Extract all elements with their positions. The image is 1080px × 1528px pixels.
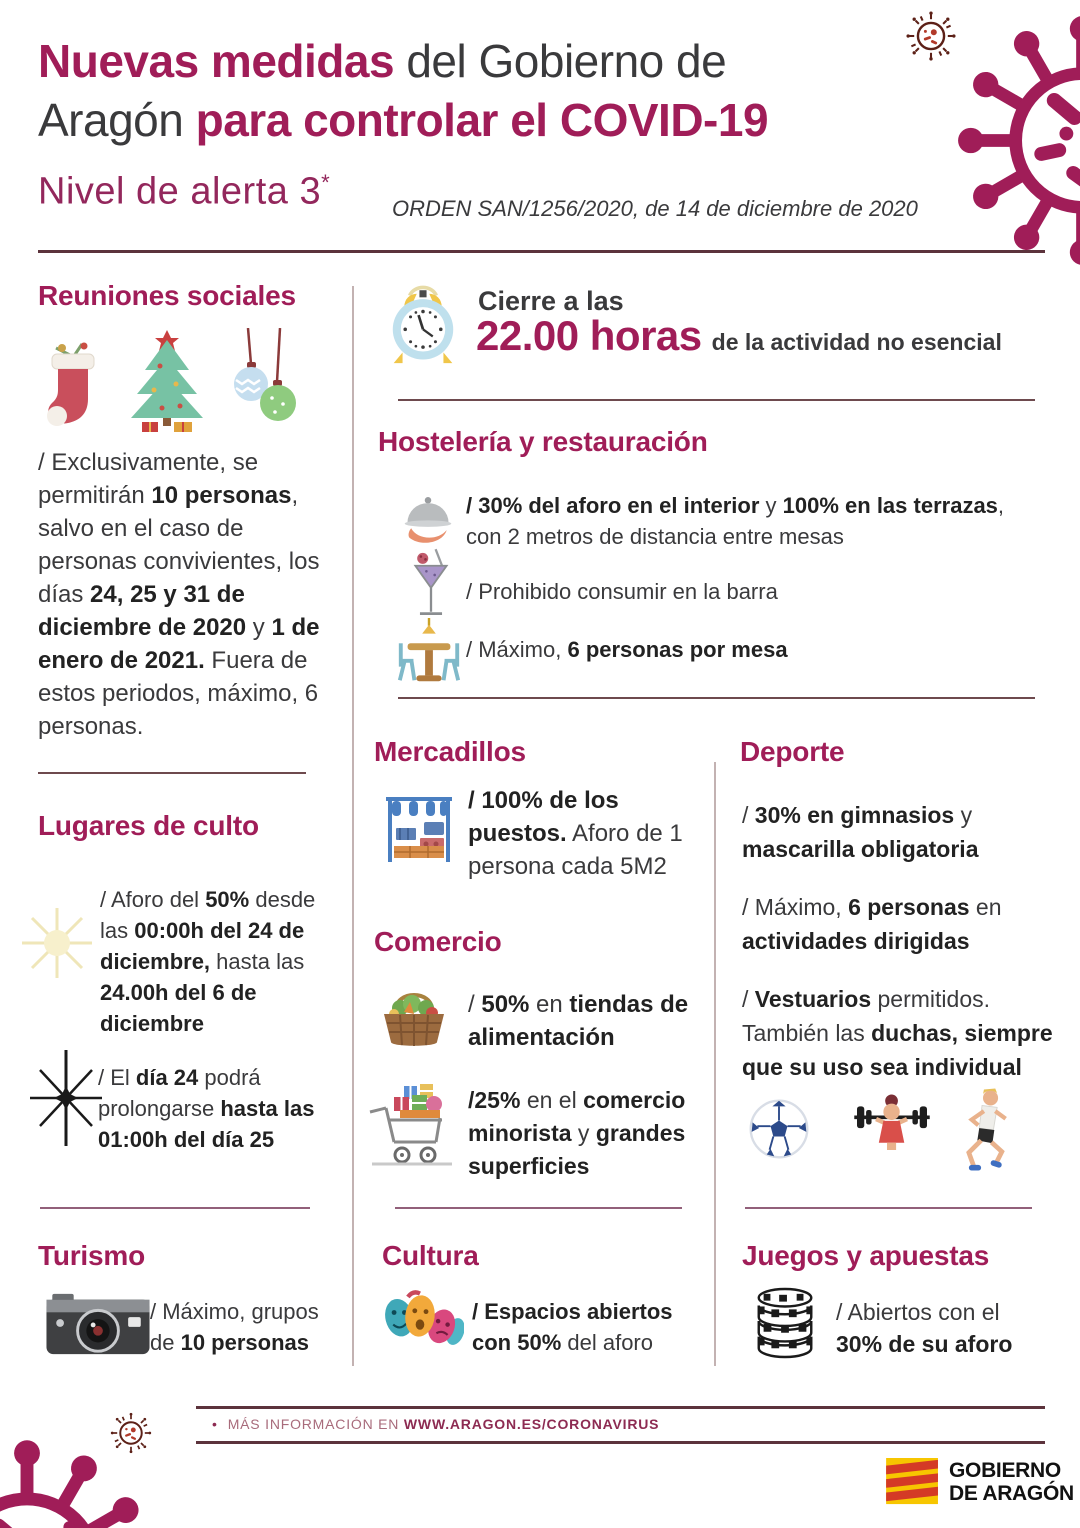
- alarm-clock-icon: [383, 282, 463, 366]
- page-title: [38, 32, 938, 150]
- ornaments-icon: [226, 328, 298, 430]
- christmas-tree-icon: [118, 328, 216, 434]
- logo-line-2: DE ARAGÓN: [949, 1482, 1074, 1505]
- title-start-2: Aragón: [38, 94, 196, 146]
- shopping-cart-icon: [366, 1080, 458, 1172]
- weightlifter-icon: [848, 1090, 936, 1170]
- divider: [398, 697, 1035, 699]
- divider: [196, 1441, 1045, 1444]
- table-chairs-icon: [390, 618, 468, 690]
- logo-line-1: GOBIERNO: [949, 1459, 1061, 1482]
- section-title-mercadillos: Mercadillos: [374, 736, 526, 767]
- turismo-item: / Máximo, grupos de 10 personas: [150, 1299, 319, 1355]
- reuniones-paragraph: / Exclusivamente, se permitirán 10 personas, salvo en el caso de personas convivientes, los días 24, 25 y 31 de diciembre de 2020 y 1 de enero de 2021. Fuera de estos periodos, máximo, 6 personas.: [38, 449, 320, 740]
- section-title-comercio: Comercio: [374, 926, 502, 957]
- star-sparkle-icon: [22, 1048, 110, 1148]
- section-title-culto: Lugares de culto: [38, 810, 259, 841]
- deporte-item-1: / 30% en gimnasios y mascarilla obligatoria: [742, 802, 979, 862]
- cocktail-glass-icon: [408, 546, 454, 626]
- culto-item-2: / El día 24 podrá prolongarse hasta las 01:00h del día 25: [98, 1065, 315, 1152]
- hosteleria-item-3: / Máximo, 6 personas por mesa: [466, 637, 788, 662]
- grocery-basket-icon: [378, 984, 450, 1050]
- juegos-item: / Abiertos con el 30% de su aforo: [836, 1299, 1013, 1357]
- cloche-serving-hand-icon: [400, 488, 456, 548]
- camera-icon: [44, 1288, 152, 1358]
- gobierno-aragon-logo: [886, 1458, 1074, 1506]
- culto-item-1: / Aforo del 50% desde las 00:00h del 24 de diciembre, hasta las 24.00h del 6 de diciembre: [100, 887, 316, 1036]
- footer-info-url[interactable]: WWW.ARAGON.ES/CORONAVIRUS: [403, 1416, 660, 1432]
- footer-info-prefix: MÁS INFORMACIÓN EN: [227, 1416, 404, 1432]
- cultura-item: / Espacios abiertos con 50% del aforo: [472, 1299, 673, 1355]
- aragon-flag-icon: [886, 1458, 940, 1506]
- virus-icon: [950, 8, 1080, 273]
- divider: [38, 772, 306, 774]
- christmas-stocking-icon: [42, 336, 106, 432]
- title-bold-1: Nuevas medidas: [38, 35, 395, 87]
- alert-level: Nivel de alerta 3*: [38, 170, 331, 213]
- closure-line1: Cierre a las: [478, 286, 624, 316]
- mercadillos-item: / 100% de los puestos. Aforo de 1 persona cada 5M2: [468, 787, 683, 880]
- section-title-turismo: Turismo: [38, 1240, 145, 1271]
- soccer-ball-icon: [746, 1096, 812, 1162]
- section-title-cultura: Cultura: [382, 1240, 479, 1271]
- section-title-reuniones: Reuniones sociales: [38, 280, 296, 311]
- theater-masks-icon: [382, 1286, 464, 1358]
- hosteleria-item-1: / 30% del aforo en el interior y 100% en las terrazas, con 2 metros de distancia entre mesas: [466, 493, 1005, 549]
- divider: [745, 1207, 1032, 1209]
- sun-rays-icon: [14, 900, 100, 986]
- section-title-juegos: Juegos y apuestas: [742, 1240, 990, 1271]
- closure-suffix: de la actividad no esencial: [711, 329, 1002, 355]
- comercio-item-1: / 50% en tiendas de alimentación: [468, 991, 689, 1051]
- poker-chips-icon: [750, 1286, 820, 1360]
- title-bold-2: para controlar el COVID-19: [195, 94, 769, 146]
- divider: [38, 250, 1045, 253]
- closure-time: 22.00 horas: [476, 312, 702, 359]
- deporte-item-2: / Máximo, 6 personas en actividades dirigidas: [742, 894, 1002, 954]
- runner-icon: [950, 1086, 1016, 1174]
- footer-info: [212, 1416, 659, 1432]
- divider: [395, 1207, 682, 1209]
- divider: [714, 762, 716, 1366]
- comercio-item-2: /25% en el comercio minorista y grandes superficies: [468, 1087, 686, 1179]
- section-title-deporte: Deporte: [740, 736, 845, 767]
- order-reference: ORDEN SAN/1256/2020, de 14 de diciembre de 2020: [392, 196, 918, 221]
- bullet: •: [212, 1416, 218, 1432]
- hosteleria-item-2: / Prohibido consumir en la barra: [466, 579, 778, 604]
- divider: [40, 1207, 310, 1209]
- deporte-item-3: / Vestuarios permitidos. También las duchas, siempre que su uso sea individual: [742, 986, 1053, 1080]
- market-stall-icon: [382, 788, 456, 866]
- divider: [398, 399, 1035, 401]
- title-rest-1: del Gobierno de: [394, 35, 727, 87]
- divider: [196, 1406, 1045, 1409]
- virus-outline-icon: [108, 1410, 154, 1456]
- alert-asterisk: *: [321, 170, 331, 195]
- section-title-hosteleria: Hostelería y restauración: [378, 426, 708, 457]
